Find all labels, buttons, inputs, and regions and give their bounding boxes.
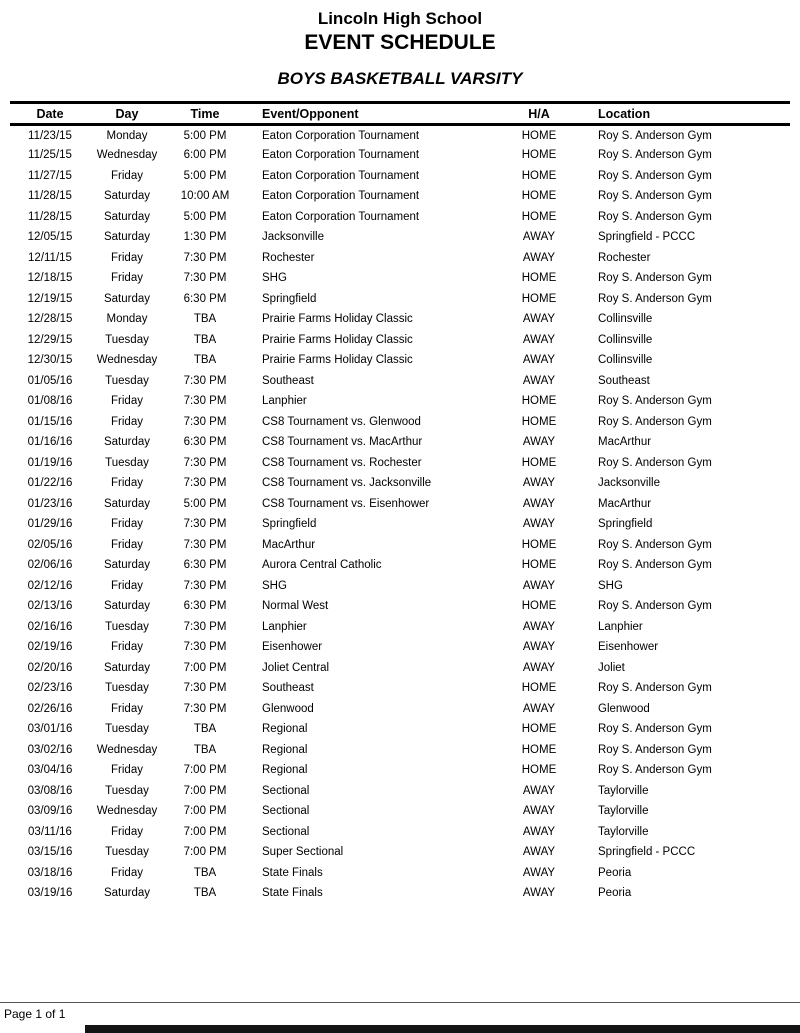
cell-h-a: AWAY	[522, 333, 556, 346]
table-row	[10, 268, 790, 289]
table-row	[10, 801, 790, 822]
cell-location: Peoria	[598, 887, 632, 900]
table-row	[10, 391, 790, 412]
cell-event-opponent: CS8 Tournament vs. Jacksonville	[262, 477, 432, 490]
cell-date: 02/26/16	[27, 702, 73, 715]
cell-day: Wednesday	[96, 743, 158, 756]
cell-day: Monday	[106, 129, 148, 142]
column-header-event-opponent: Event/Opponent	[262, 106, 359, 121]
table-row	[10, 535, 790, 556]
cell-time: TBA	[193, 723, 217, 736]
cell-location: Taylorville	[598, 805, 649, 818]
cell-time: 6:30 PM	[183, 559, 227, 572]
cell-h-a: HOME	[521, 600, 557, 613]
table-row	[10, 740, 790, 761]
cell-date: 01/16/16	[27, 436, 73, 449]
cell-h-a: AWAY	[522, 846, 556, 859]
cell-event-opponent: CS8 Tournament vs. Eisenhower	[262, 497, 430, 510]
schedule-subtitle: BOYS BASKETBALL VARSITY	[277, 69, 523, 88]
cell-day: Friday	[111, 518, 143, 531]
cell-date: 03/08/16	[27, 784, 73, 797]
cell-date: 01/05/16	[27, 374, 73, 387]
cell-day: Wednesday	[96, 149, 158, 162]
cell-day: Friday	[111, 825, 143, 838]
cell-h-a: AWAY	[522, 354, 556, 367]
cell-h-a: HOME	[521, 190, 557, 203]
cell-location: Collinsville	[598, 313, 653, 326]
table-row	[10, 227, 790, 248]
cell-date: 02/06/16	[27, 559, 73, 572]
table-row	[10, 699, 790, 720]
school-name: Lincoln High School	[317, 9, 483, 28]
cell-location: SHG	[598, 579, 623, 592]
table-row	[10, 678, 790, 699]
page-header	[0, 0, 800, 90]
cell-time: 7:30 PM	[183, 518, 227, 531]
cell-event-opponent: SHG	[262, 579, 287, 592]
table-row	[10, 781, 790, 802]
cell-h-a: AWAY	[522, 825, 556, 838]
table-row	[10, 309, 790, 330]
cell-h-a: AWAY	[522, 497, 556, 510]
table-row	[10, 822, 790, 843]
cell-time: TBA	[193, 313, 217, 326]
cell-time: 6:30 PM	[183, 436, 227, 449]
cell-day: Friday	[111, 415, 143, 428]
table-row	[10, 658, 790, 679]
cell-day: Saturday	[103, 436, 151, 449]
cell-event-opponent: Eaton Corporation Tournament	[262, 169, 420, 182]
cell-time: 1:30 PM	[183, 231, 227, 244]
column-header-day: Day	[115, 106, 139, 121]
cell-day: Friday	[111, 169, 143, 182]
footer-divider	[0, 1002, 800, 1003]
cell-location: Roy S. Anderson Gym	[598, 395, 712, 408]
cell-date: 12/28/15	[27, 313, 73, 326]
cell-date: 01/15/16	[27, 415, 73, 428]
cell-day: Friday	[111, 764, 143, 777]
table-row	[10, 473, 790, 494]
cell-location: Taylorville	[598, 825, 649, 838]
cell-time: 5:00 PM	[183, 169, 227, 182]
cell-day: Friday	[111, 702, 143, 715]
cell-day: Friday	[111, 395, 143, 408]
table-row	[10, 186, 790, 207]
cell-date: 01/08/16	[27, 395, 73, 408]
cell-event-opponent: Eisenhower	[262, 641, 323, 654]
cell-event-opponent: Sectional	[262, 825, 310, 838]
table-row	[10, 576, 790, 597]
column-header-time: Time	[190, 106, 220, 121]
column-header-location: Location	[598, 106, 651, 121]
cell-location: Joliet	[598, 661, 625, 674]
cell-h-a: HOME	[521, 456, 557, 469]
column-header-h-a: H/A	[528, 106, 550, 121]
cell-time: TBA	[193, 354, 217, 367]
cell-h-a: HOME	[521, 395, 557, 408]
cell-date: 03/19/16	[27, 887, 73, 900]
cell-day: Wednesday	[96, 354, 158, 367]
cell-event-opponent: Southeast	[262, 374, 314, 387]
cell-h-a: AWAY	[522, 784, 556, 797]
cell-day: Tuesday	[105, 456, 149, 469]
cell-date: 12/30/15	[27, 354, 73, 367]
cell-time: 6:00 PM	[183, 149, 227, 162]
table-row	[10, 125, 790, 146]
cell-h-a: HOME	[521, 415, 557, 428]
cell-event-opponent: Springfield	[262, 292, 317, 305]
cell-time: 7:30 PM	[183, 251, 227, 264]
cell-time: 7:30 PM	[183, 682, 227, 695]
cell-h-a: HOME	[521, 764, 557, 777]
cell-event-opponent: Rochester	[262, 251, 315, 264]
table-row	[10, 555, 790, 576]
table-row	[10, 166, 790, 187]
cell-event-opponent: Prairie Farms Holiday Classic	[262, 333, 413, 346]
cell-event-opponent: Sectional	[262, 784, 310, 797]
cell-location: Roy S. Anderson Gym	[598, 538, 712, 551]
cell-event-opponent: MacArthur	[262, 538, 316, 551]
cell-day: Saturday	[103, 887, 151, 900]
cell-day: Friday	[111, 272, 143, 285]
cell-location: Jacksonville	[598, 477, 660, 490]
cell-h-a: AWAY	[522, 518, 556, 531]
cell-location: Roy S. Anderson Gym	[598, 743, 712, 756]
cell-event-opponent: CS8 Tournament vs. Rochester	[262, 456, 422, 469]
cell-day: Wednesday	[96, 805, 158, 818]
cell-location: Springfield - PCCC	[598, 846, 696, 859]
cell-day: Tuesday	[105, 784, 149, 797]
cell-location: MacArthur	[598, 436, 652, 449]
table-row	[10, 207, 790, 228]
cell-day: Saturday	[103, 210, 151, 223]
cell-event-opponent: Regional	[262, 723, 308, 736]
cell-time: 7:30 PM	[183, 702, 227, 715]
cell-event-opponent: Eaton Corporation Tournament	[262, 149, 420, 162]
table-row	[10, 883, 790, 904]
cell-location: Taylorville	[598, 784, 649, 797]
cell-event-opponent: Lanphier	[262, 395, 307, 408]
cell-location: Roy S. Anderson Gym	[598, 764, 712, 777]
cell-h-a: HOME	[521, 292, 557, 305]
cell-event-opponent: Sectional	[262, 805, 310, 818]
cell-day: Friday	[111, 251, 143, 264]
cell-h-a: AWAY	[522, 477, 556, 490]
cell-event-opponent: Regional	[262, 764, 308, 777]
table-row	[10, 330, 790, 351]
cell-location: Roy S. Anderson Gym	[598, 723, 712, 736]
cell-day: Saturday	[103, 292, 151, 305]
cell-event-opponent: Regional	[262, 743, 308, 756]
cell-h-a: AWAY	[522, 579, 556, 592]
cell-day: Saturday	[103, 559, 151, 572]
table-row	[10, 350, 790, 371]
cell-date: 03/02/16	[27, 743, 73, 756]
cell-date: 03/11/16	[28, 825, 72, 838]
cell-time: 7:30 PM	[183, 415, 227, 428]
cell-time: 7:30 PM	[183, 641, 227, 654]
cell-time: 7:00 PM	[183, 764, 227, 777]
cell-day: Tuesday	[105, 682, 149, 695]
cell-time: 7:30 PM	[183, 374, 227, 387]
cell-h-a: HOME	[521, 538, 557, 551]
table-row	[10, 412, 790, 433]
cell-h-a: AWAY	[522, 702, 556, 715]
cell-date: 02/13/16	[27, 600, 73, 613]
cell-time: 5:00 PM	[183, 210, 227, 223]
cell-h-a: AWAY	[522, 436, 556, 449]
cell-day: Tuesday	[105, 620, 149, 633]
cell-event-opponent: Prairie Farms Holiday Classic	[262, 313, 413, 326]
table-row	[10, 842, 790, 863]
cell-h-a: HOME	[521, 682, 557, 695]
cell-location: Roy S. Anderson Gym	[598, 169, 712, 182]
cell-time: TBA	[193, 866, 217, 879]
cell-date: 01/23/16	[27, 497, 73, 510]
page-title: EVENT SCHEDULE	[304, 31, 496, 54]
cell-event-opponent: CS8 Tournament vs. MacArthur	[262, 436, 423, 449]
cell-date: 11/23/15	[28, 129, 72, 142]
cell-location: Eisenhower	[598, 641, 659, 654]
cell-date: 03/04/16	[27, 764, 73, 777]
cell-day: Saturday	[103, 497, 151, 510]
cell-date: 01/29/16	[27, 518, 73, 531]
cell-location: Roy S. Anderson Gym	[598, 149, 712, 162]
cell-date: 01/22/16	[27, 477, 73, 490]
cell-date: 12/05/15	[27, 231, 73, 244]
cell-time: 7:30 PM	[183, 272, 227, 285]
cell-time: 7:00 PM	[183, 846, 227, 859]
table-row	[10, 453, 790, 474]
cell-event-opponent: Super Sectional	[262, 846, 344, 859]
cell-event-opponent: Aurora Central Catholic	[262, 559, 382, 572]
table-row	[10, 289, 790, 310]
table-row	[10, 248, 790, 269]
cell-time: TBA	[193, 887, 217, 900]
cell-time: TBA	[193, 743, 217, 756]
column-header-date: Date	[36, 106, 64, 121]
cell-date: 03/18/16	[27, 866, 73, 879]
cell-location: Peoria	[598, 866, 632, 879]
cell-date: 02/16/16	[27, 620, 73, 633]
cell-location: Southeast	[598, 374, 650, 387]
cell-day: Saturday	[103, 661, 151, 674]
cell-event-opponent: Eaton Corporation Tournament	[262, 210, 420, 223]
cell-time: 6:30 PM	[183, 600, 227, 613]
cell-h-a: AWAY	[522, 231, 556, 244]
cell-time: 5:00 PM	[183, 497, 227, 510]
cell-date: 11/28/15	[28, 210, 72, 223]
cell-date: 12/11/15	[28, 251, 72, 264]
cell-event-opponent: Southeast	[262, 682, 314, 695]
cell-time: 7:30 PM	[183, 620, 227, 633]
cell-day: Friday	[111, 579, 143, 592]
cell-day: Monday	[106, 313, 148, 326]
cell-h-a: HOME	[521, 723, 557, 736]
cell-time: 7:30 PM	[183, 395, 227, 408]
cell-event-opponent: Prairie Farms Holiday Classic	[262, 354, 413, 367]
table-row	[10, 863, 790, 884]
cell-location: Roy S. Anderson Gym	[598, 272, 712, 285]
cell-date: 02/19/16	[27, 641, 73, 654]
cell-date: 02/05/16	[27, 538, 73, 551]
cell-event-opponent: Springfield	[262, 518, 317, 531]
cell-time: 7:00 PM	[183, 661, 227, 674]
cell-time: 6:30 PM	[183, 292, 227, 305]
cell-location: MacArthur	[598, 497, 652, 510]
cell-h-a: AWAY	[522, 251, 556, 264]
cell-h-a: AWAY	[522, 866, 556, 879]
cell-time: TBA	[193, 333, 217, 346]
cell-location: Collinsville	[598, 354, 653, 367]
cell-event-opponent: Eaton Corporation Tournament	[262, 129, 420, 142]
cell-day: Friday	[111, 866, 143, 879]
cell-location: Springfield - PCCC	[598, 231, 696, 244]
cell-location: Roy S. Anderson Gym	[598, 559, 712, 572]
cell-time: 5:00 PM	[183, 129, 227, 142]
table-row	[10, 371, 790, 392]
cell-time: 7:30 PM	[183, 477, 227, 490]
page-number: Page 1 of 1	[4, 1007, 66, 1021]
cell-time: 10:00 AM	[180, 190, 230, 203]
cell-location: Roy S. Anderson Gym	[598, 210, 712, 223]
cell-h-a: AWAY	[522, 641, 556, 654]
cell-date: 11/25/15	[28, 149, 72, 162]
cell-h-a: AWAY	[522, 374, 556, 387]
cell-time: 7:00 PM	[183, 805, 227, 818]
cell-location: Rochester	[598, 251, 651, 264]
cell-h-a: AWAY	[522, 620, 556, 633]
cell-h-a: AWAY	[522, 887, 556, 900]
cell-date: 01/19/16	[27, 456, 73, 469]
cell-event-opponent: Glenwood	[262, 702, 314, 715]
cell-h-a: AWAY	[522, 661, 556, 674]
cell-h-a: HOME	[521, 743, 557, 756]
table-row	[10, 760, 790, 781]
cell-location: Roy S. Anderson Gym	[598, 292, 712, 305]
cell-h-a: HOME	[521, 129, 557, 142]
schedule-table	[10, 101, 790, 904]
cell-h-a: HOME	[521, 559, 557, 572]
cell-day: Tuesday	[105, 846, 149, 859]
cell-location: Roy S. Anderson Gym	[598, 456, 712, 469]
cell-location: Roy S. Anderson Gym	[598, 190, 712, 203]
cell-event-opponent: Eaton Corporation Tournament	[262, 190, 420, 203]
cell-h-a: AWAY	[522, 313, 556, 326]
table-row	[10, 637, 790, 658]
cell-date: 02/23/16	[27, 682, 73, 695]
cell-time: 7:00 PM	[183, 784, 227, 797]
cell-event-opponent: Joliet Central	[262, 661, 330, 674]
cell-date: 12/19/15	[27, 292, 73, 305]
cell-h-a: HOME	[521, 169, 557, 182]
table-header-row	[10, 103, 790, 125]
cell-time: 7:00 PM	[183, 825, 227, 838]
cell-h-a: HOME	[521, 272, 557, 285]
table-header	[10, 103, 790, 125]
cell-date: 12/29/15	[27, 333, 73, 346]
cell-event-opponent: CS8 Tournament vs. Glenwood	[262, 415, 421, 428]
cell-event-opponent: State Finals	[262, 887, 323, 900]
cell-date: 11/28/15	[28, 190, 72, 203]
cell-date: 11/27/15	[28, 169, 72, 182]
horizontal-scrollbar[interactable]	[85, 1025, 800, 1033]
cell-day: Tuesday	[105, 374, 149, 387]
cell-day: Saturday	[103, 600, 151, 613]
cell-time: 7:30 PM	[183, 538, 227, 551]
cell-location: Glenwood	[598, 702, 650, 715]
cell-h-a: AWAY	[522, 805, 556, 818]
cell-event-opponent: SHG	[262, 272, 287, 285]
cell-time: 7:30 PM	[183, 579, 227, 592]
cell-time: 7:30 PM	[183, 456, 227, 469]
cell-date: 03/09/16	[27, 805, 73, 818]
table-row	[10, 432, 790, 453]
table-body	[10, 125, 790, 904]
cell-date: 02/12/16	[27, 579, 73, 592]
cell-location: Springfield	[598, 518, 653, 531]
cell-date: 03/15/16	[27, 846, 73, 859]
cell-day: Saturday	[103, 190, 151, 203]
cell-location: Roy S. Anderson Gym	[598, 415, 712, 428]
cell-date: 03/01/16	[27, 723, 73, 736]
cell-date: 02/20/16	[27, 661, 73, 674]
cell-location: Collinsville	[598, 333, 653, 346]
cell-event-opponent: Jacksonville	[262, 231, 324, 244]
cell-h-a: HOME	[521, 149, 557, 162]
cell-date: 12/18/15	[27, 272, 73, 285]
table-row	[10, 596, 790, 617]
cell-day: Friday	[111, 641, 143, 654]
cell-location: Roy S. Anderson Gym	[598, 600, 712, 613]
table-row	[10, 617, 790, 638]
cell-h-a: HOME	[521, 210, 557, 223]
table-row	[10, 514, 790, 535]
table-row	[10, 145, 790, 166]
cell-day: Tuesday	[105, 723, 149, 736]
cell-day: Tuesday	[105, 333, 149, 346]
cell-event-opponent: Lanphier	[262, 620, 307, 633]
cell-event-opponent: State Finals	[262, 866, 323, 879]
table-row	[10, 719, 790, 740]
table-row	[10, 494, 790, 515]
cell-day: Friday	[111, 538, 143, 551]
cell-location: Lanphier	[598, 620, 643, 633]
cell-day: Friday	[111, 477, 143, 490]
cell-location: Roy S. Anderson Gym	[598, 682, 712, 695]
cell-location: Roy S. Anderson Gym	[598, 129, 712, 142]
cell-day: Saturday	[103, 231, 151, 244]
cell-event-opponent: Normal West	[262, 600, 329, 613]
